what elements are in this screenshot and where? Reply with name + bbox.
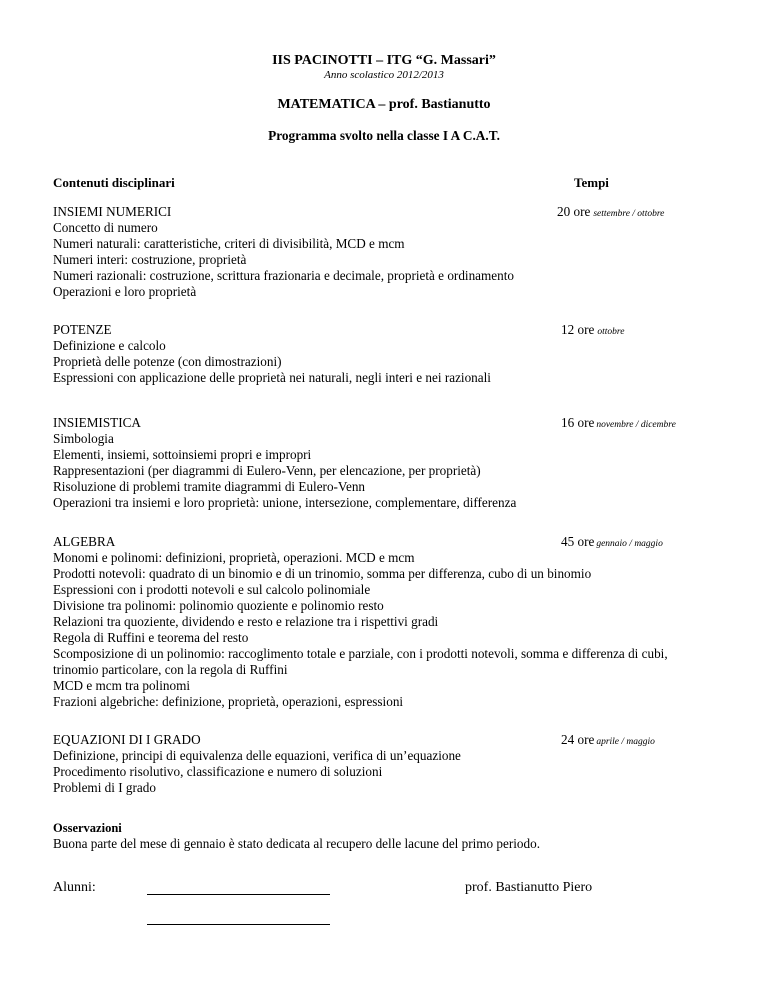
section-line: Prodotti notevoli: quadrato di un binomio e di un trinomio, somma per differenza, cubo di un binomio bbox=[53, 566, 592, 581]
hours: 16 ore bbox=[561, 415, 595, 430]
section-line: Definizione, principi di equivalenza delle equazioni, verifica di un’equazione bbox=[53, 748, 461, 763]
section-line: MCD e mcm tra polinomi bbox=[53, 678, 190, 693]
section-line: Relazioni tra quoziente, dividendo e resto e relazione tra i rispettivi gradi bbox=[53, 614, 439, 629]
section-line: Frazioni algebriche: definizione, proprietà, operazioni, espressioni bbox=[53, 694, 404, 709]
section-potenze bbox=[53, 322, 753, 386]
time-insiemistica bbox=[561, 415, 676, 433]
observations-text: Buona parte del mese di gennaio è stato dedicata al recupero delle lacune del primo periodo. bbox=[53, 836, 541, 851]
period: aprile / maggio bbox=[596, 737, 655, 747]
period: settembre / ottobre bbox=[593, 209, 665, 219]
observations bbox=[53, 820, 540, 852]
section-line: Numeri interi: costruzione, proprietà bbox=[53, 252, 247, 267]
hours: 12 ore bbox=[561, 322, 595, 337]
section-title: INSIEMI NUMERICI bbox=[53, 204, 172, 219]
section-line: Definizione e calcolo bbox=[53, 338, 166, 353]
hours: 20 ore bbox=[557, 204, 591, 219]
subject-title: MATEMATICA – prof. Bastianutto bbox=[277, 97, 491, 112]
section-algebra bbox=[53, 534, 753, 710]
students-label: Alunni: bbox=[53, 880, 96, 895]
time-equazioni bbox=[561, 732, 655, 750]
section-title: EQUAZIONI DI I GRADO bbox=[53, 732, 201, 747]
period: novembre / dicembre bbox=[596, 420, 676, 430]
section-line: Numeri naturali: caratteristiche, criteri di divisibilità, MCD e mcm bbox=[53, 236, 405, 251]
section-line: Regola di Ruffini e teorema del resto bbox=[53, 630, 249, 645]
school-name: IIS PACINOTTI – ITG “G. Massari” bbox=[272, 53, 496, 68]
section-line: Elementi, insiemi, sottoinsiemi propri e impropri bbox=[53, 447, 312, 462]
teacher-name: prof. Bastianutto Piero bbox=[465, 880, 593, 895]
section-line: Simbologia bbox=[53, 431, 114, 446]
signature-line bbox=[147, 880, 330, 895]
period: ottobre bbox=[597, 327, 625, 337]
period: gennaio / maggio bbox=[596, 539, 663, 549]
section-line: Numeri razionali: costruzione, scrittura frazionaria e decimale, proprietà e ordinamento bbox=[53, 268, 514, 283]
section-line: Espressioni con i prodotti notevoli e sul calcolo polinomiale bbox=[53, 582, 371, 597]
school-year: Anno scolastico 2012/2013 bbox=[324, 69, 444, 81]
time-potenze bbox=[561, 322, 624, 340]
column-header-times: Tempi bbox=[574, 175, 609, 190]
section-line: Scomposizione di un polinomio: raccoglimento totale e parziale, con i prodotti notevoli, somma e differenza di cubi, bbox=[53, 646, 668, 661]
signature-line bbox=[147, 912, 330, 925]
column-header-contents: Contenuti disciplinari bbox=[53, 175, 175, 190]
section-title: POTENZE bbox=[53, 322, 112, 337]
program-title: Programma svolto nella classe I A C.A.T. bbox=[268, 128, 500, 143]
section-line: Rappresentazioni (per diagrammi di Eulero-Venn, per elencazione, per proprietà) bbox=[53, 463, 481, 478]
observations-title: Osservazioni bbox=[53, 821, 122, 835]
section-line: Problemi di I grado bbox=[53, 780, 156, 795]
section-line: Espressioni con applicazione delle proprietà nei naturali, negli interi e nei razionali bbox=[53, 370, 491, 385]
section-line: Proprietà delle potenze (con dimostrazioni) bbox=[53, 354, 282, 369]
section-line: Risoluzione di problemi tramite diagrammi di Eulero-Venn bbox=[53, 479, 366, 494]
section-line: trinomio particolare, con la regola di Ruffini bbox=[53, 662, 288, 677]
section-line: Divisione tra polinomi: polinomio quoziente e polinomio resto bbox=[53, 598, 384, 613]
section-line: Operazioni tra insiemi e loro proprietà: unione, intersezione, complementare, differenza bbox=[53, 495, 517, 510]
hours: 24 ore bbox=[561, 732, 595, 747]
hours: 45 ore bbox=[561, 534, 595, 549]
section-line: Operazioni e loro proprietà bbox=[53, 284, 197, 299]
time-insiemi-numerici bbox=[557, 204, 664, 222]
section-title: ALGEBRA bbox=[53, 534, 116, 549]
section-line: Procedimento risolutivo, classificazione e numero di soluzioni bbox=[53, 764, 383, 779]
section-line: Monomi e polinomi: definizioni, proprietà, operazioni. MCD e mcm bbox=[53, 550, 415, 565]
section-line: Concetto di numero bbox=[53, 220, 158, 235]
time-algebra bbox=[561, 534, 663, 552]
section-title: INSIEMISTICA bbox=[53, 415, 141, 430]
